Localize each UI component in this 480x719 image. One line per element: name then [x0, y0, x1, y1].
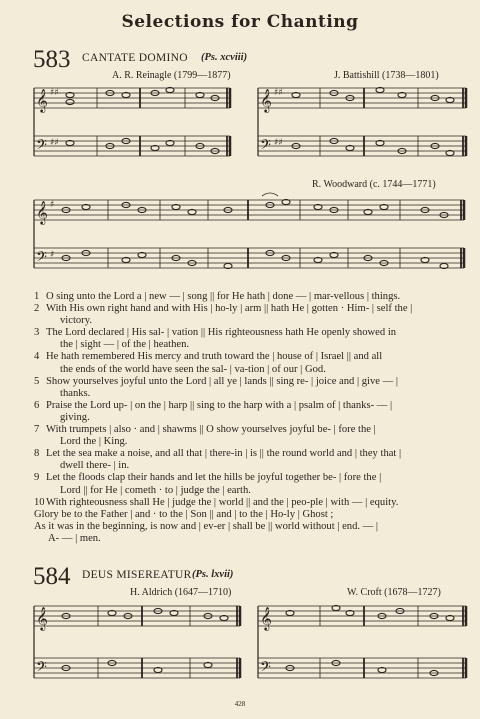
- chant-title: CANTATE DOMINO: [82, 52, 188, 64]
- chant-verses: [34, 291, 462, 545]
- chant-number-2: 584: [33, 563, 71, 590]
- verse-line: O sing unto the Lord a | new — | song || for He hath | done — | mar-vellous | things.: [46, 291, 401, 302]
- psalm-reference: (Ps. xcviii): [201, 52, 248, 63]
- verse-line: the ends of the world have seen the sal- | va-tion | of our | God.: [60, 363, 326, 375]
- verse-number: 10: [34, 496, 45, 508]
- svg-text:𝄞: 𝄞: [36, 88, 48, 112]
- verse-line: Let the floods clap their hands and let the hills be joyful together be- | fore the |: [46, 472, 382, 484]
- verse-line: Show yourselves joyful unto the Lord | all ye | lands || sing re- | joice and | give — |: [46, 375, 399, 387]
- verse-number: 7: [34, 424, 40, 436]
- chant-title-2: DEUS MISEREATUR: [82, 569, 192, 581]
- svg-text:♯♯: ♯♯: [50, 138, 59, 148]
- verse: [34, 376, 462, 400]
- verse: [34, 351, 462, 375]
- verse-line: giving.: [60, 411, 90, 423]
- verse-number: 9: [34, 472, 40, 484]
- verse-line: A- — | men.: [48, 532, 101, 544]
- verse-number: 1: [34, 291, 40, 302]
- verse: [34, 472, 462, 496]
- verse-line: Glory be to the Father | and · to the | Son || and | to the | Ho-ly | Ghost ;: [34, 508, 334, 520]
- verse-number: 2: [34, 303, 40, 315]
- verse-number: 3: [34, 327, 40, 339]
- verse-line: the | sight — | of the | heathen.: [60, 339, 190, 351]
- composer-right-2: W. Croft (1678—1727): [347, 587, 441, 598]
- composer-right: J. Battishill (1738—1801): [334, 70, 439, 81]
- verse-line: Praise the Lord up- | on the | harp || sing to the harp with a | psalm of | thanks- — |: [46, 399, 393, 411]
- svg-text:♯♯: ♯♯: [274, 88, 283, 98]
- verse: [34, 327, 462, 351]
- verse: [34, 303, 462, 327]
- svg-text:𝄢: 𝄢: [36, 659, 47, 679]
- svg-text:𝄢: 𝄢: [260, 659, 271, 679]
- verse: [34, 400, 462, 424]
- verse: [34, 521, 462, 545]
- verse-line: He hath remembered His mercy and truth toward the | house of | Israel || and all: [46, 351, 383, 363]
- verse: [34, 291, 462, 303]
- composer-left-2: H. Aldrich (1647—1710): [130, 587, 232, 598]
- verse-line: With His own right hand and with His | ho-ly | arm || hath He | gotten · Him- | self the |: [46, 303, 413, 315]
- verse: [34, 448, 462, 472]
- verse-number: 8: [34, 448, 40, 460]
- svg-text:♯: ♯: [50, 250, 55, 260]
- verse-line: With trumpets | also · and | shawms || O show yourselves joyful be- | fore the |: [46, 424, 376, 436]
- composer-third: R. Woodward (c. 1744—1771): [312, 179, 436, 190]
- page-number: 428: [234, 700, 246, 708]
- verse-line: Lord the | King.: [60, 436, 128, 448]
- verse-line: victory.: [60, 315, 92, 327]
- verse-line: thanks.: [60, 387, 91, 399]
- svg-text:♯♯: ♯♯: [50, 88, 59, 98]
- verse-line: The Lord declared | His sal- | vation || His righteousness hath He openly showed in: [46, 327, 397, 339]
- svg-text:𝄞: 𝄞: [260, 88, 272, 112]
- verse-number: 5: [34, 375, 40, 387]
- page-title: Selections for Chanting: [121, 12, 359, 32]
- psalm-reference-2: (Ps. lxvii): [192, 569, 234, 580]
- chant-number: 583: [33, 46, 71, 73]
- verse-line: Lord || for He | cometh · to | judge the | earth.: [60, 484, 251, 496]
- music-score-system-1: [30, 80, 470, 176]
- svg-text:♯: ♯: [50, 200, 55, 210]
- svg-text:♯♯: ♯♯: [274, 138, 283, 148]
- verse: [34, 497, 462, 509]
- verse-line: As it was in the beginning, is now and | ev-er | shall be || world without | end. — |: [34, 520, 379, 532]
- svg-text:𝄞: 𝄞: [260, 606, 272, 630]
- verse: [34, 424, 462, 448]
- verse-line: With righteousness shall He | judge the | world || and the | peo-ple | with — | equity.: [46, 496, 399, 508]
- svg-text:𝄢: 𝄢: [36, 137, 47, 157]
- composer-left: A. R. Reinagle (1799—1877): [112, 70, 231, 81]
- svg-text:𝄢: 𝄢: [36, 249, 47, 269]
- svg-text:𝄢: 𝄢: [260, 137, 271, 157]
- verse-number: 4: [34, 351, 40, 363]
- svg-text:𝄞: 𝄞: [36, 200, 48, 224]
- svg-text:𝄞: 𝄞: [36, 606, 48, 630]
- music-score-system-2: [30, 186, 470, 282]
- verse-line: Let the sea make a noise, and all that | there-in | is || the round world and | they that |: [46, 448, 402, 460]
- verse-line: dwell there- | in.: [60, 460, 130, 472]
- music-score-system-3: [30, 596, 470, 696]
- verse-number: 6: [34, 399, 40, 411]
- verse: [34, 509, 462, 521]
